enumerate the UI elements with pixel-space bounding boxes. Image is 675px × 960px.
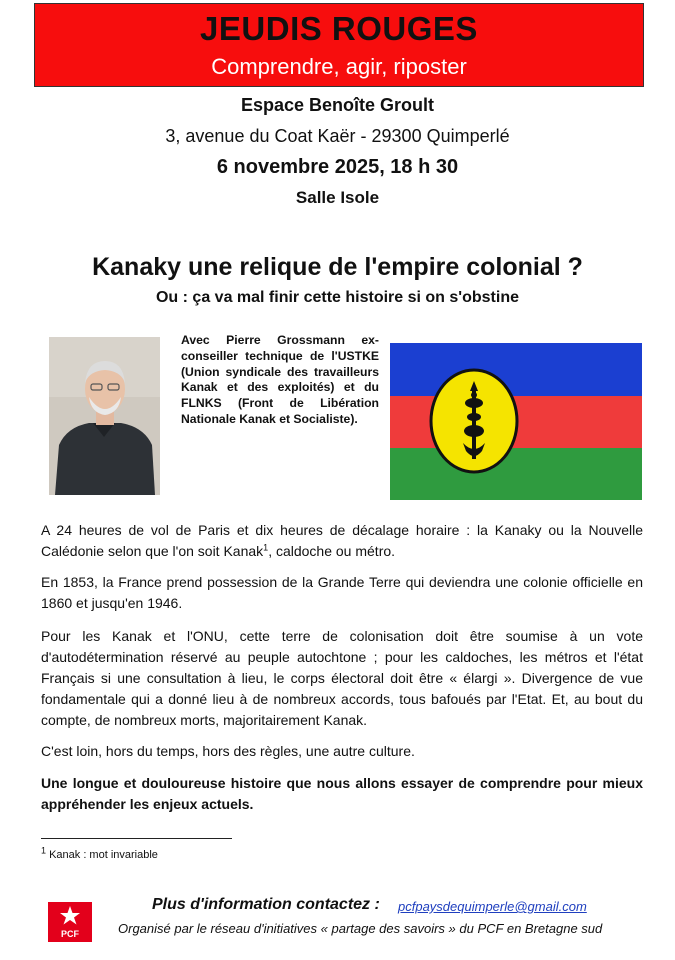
venue-name: Espace Benoîte Groult (240, 95, 435, 115)
paragraph-1-end: , caldoche ou métro. (268, 543, 396, 559)
paragraph-4: C'est loin, hors du temps, hors des règles, une autre culture. (41, 743, 415, 759)
kanaky-flag (390, 343, 642, 500)
organizer-line: Organisé par le réseau d'initiatives « partage des savoirs » du PCF en Bretagne sud (118, 921, 603, 936)
header-banner (34, 3, 644, 87)
talk-title: Kanaky une relique de l'empire colonial ? (92, 253, 583, 281)
paragraph-2: En 1853, la France prend possession de la Grande Terre qui deviendra une colonie officielle en 1860 et jusqu'en 1946. (41, 574, 643, 611)
contact-email-link[interactable]: pcfpaysdequimperle@gmail.com (398, 899, 587, 914)
venue-address: 3, avenue du Coat Kaër - 29300 Quimperlé (165, 126, 510, 146)
paragraph-1 (41, 520, 643, 562)
paragraph-3: Pour les Kanak et l'ONU, cette terre de colonisation doit être soumise à un vote d'autodétermination réservé au peuple autochtone ; pour les caldoches, les métros et l'état Français si une consultation à lieu, le corps électoral doit être « élargi ». Divergence de vue fondamentale qui a donné lieu à de nombreux accords, tous bafoués par l'Etat. Et, au bout du compte, de nombreux morts, majoritairement Kanak. (41, 628, 643, 728)
contact-label: Plus d'information contactez : (152, 896, 380, 913)
paragraph-1-text: A 24 heures de vol de Paris et dix heures de décalage horaire : la Kanaky ou la Nouvelle Calédonie selon que l'on soit Kanak (41, 522, 643, 559)
banner-subtitle: Comprendre, agir, riposter (211, 54, 467, 79)
event-date: 6 novembre 2025, 18 h 30 (216, 156, 459, 178)
star-icon (48, 902, 92, 928)
footnote (41, 845, 158, 861)
speaker-photo (49, 337, 160, 495)
footnote-ref: 1 (263, 542, 269, 553)
footnote-mark: 1 (41, 845, 47, 856)
footnote-divider (41, 838, 232, 839)
footnote-text: Kanak : mot invariable (46, 849, 158, 861)
speaker-intro: Avec Pierre Grossmann ex-conseiller technique de l'USTKE (Union syndicale des travailleurs Kanak et des exploités) et du FLNKS (Front de Libération Nationale Kanak et Socialiste). (181, 333, 379, 426)
paragraph-5: Une longue et douloureuse histoire que nous allons essayer de comprendre pour mieux appréhender les enjeux actuels. (41, 775, 643, 812)
banner-title: JEUDIS ROUGES (200, 10, 478, 47)
talk-subtitle: Ou : ça va mal finir cette histoire si on s'obstine (155, 289, 519, 306)
event-room: Salle Isole (295, 188, 380, 207)
logo-text: PCF (61, 929, 79, 939)
pcf-logo (48, 902, 92, 942)
